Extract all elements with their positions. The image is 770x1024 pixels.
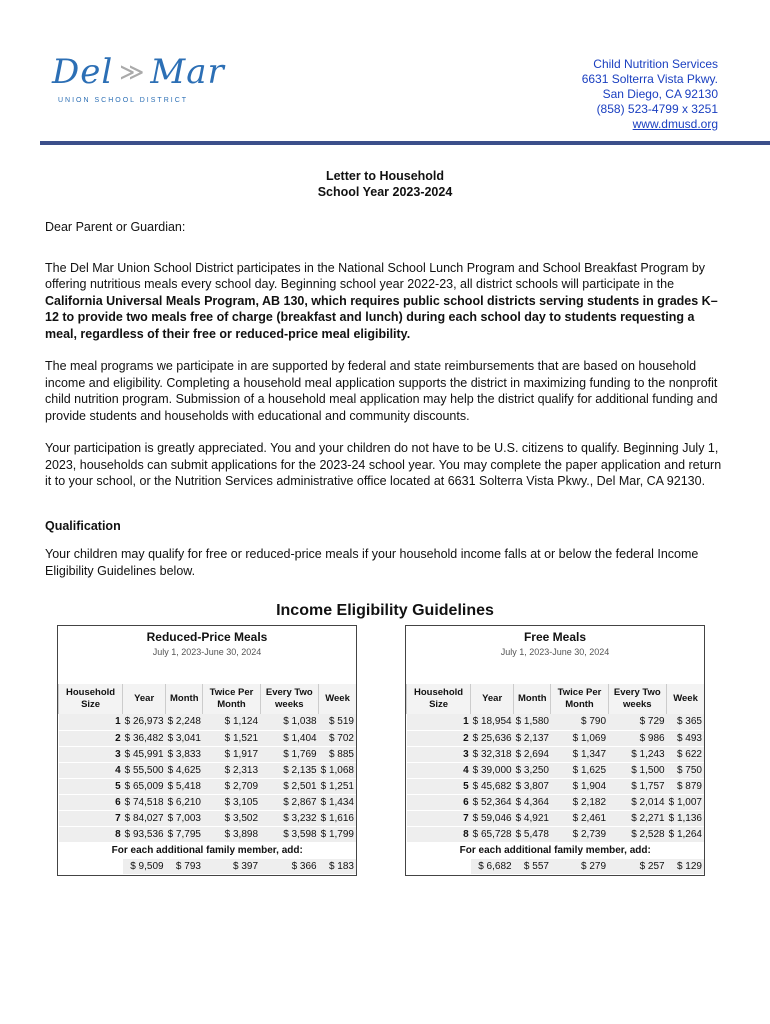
income-cell: $ 1,243 [608, 746, 667, 762]
income-cell: $ 52,364 [471, 794, 514, 810]
address-line: San Diego, CA 92130 [602, 87, 718, 101]
income-cell: $ 4,625 [166, 762, 203, 778]
free-meals-table [405, 625, 705, 876]
logo-subtitle: UNION SCHOOL DISTRICT [58, 97, 189, 104]
table-row [407, 746, 705, 762]
table-period: July 1, 2023-June 30, 2024 [500, 647, 610, 657]
income-cell: $ 59,046 [471, 810, 514, 826]
logo-wordmark-mar: Mar [150, 52, 225, 92]
household-size: 6 [59, 794, 123, 810]
income-cell: $ 7,795 [166, 826, 203, 842]
additional-label: For each additional family member, add: [407, 842, 705, 858]
district-logo [52, 52, 225, 122]
income-cell: $ 702 [319, 730, 356, 746]
additional-cell: $ 9,509 [123, 858, 166, 874]
column-header: Twice Per Month [203, 684, 260, 714]
table-row [407, 826, 705, 842]
table-row [59, 778, 357, 794]
income-cell: $ 1,038 [260, 714, 319, 730]
household-size: 3 [59, 746, 123, 762]
income-cell: $ 2,867 [260, 794, 319, 810]
income-cell: $ 2,461 [551, 810, 608, 826]
column-header: Month [514, 684, 551, 714]
p1-bold: California Universal Meals Program, AB 130, which requires public school districts serving students in grades K–12 to provide two meals free of charge (breakfast and lunch) during each school day to students requesting a meal, regardless of their free or reduced-price meal eligibility. [45, 293, 718, 341]
household-size: 2 [407, 730, 471, 746]
household-size: 1 [407, 714, 471, 730]
table-row [407, 730, 705, 746]
income-cell: $ 3,833 [166, 746, 203, 762]
income-cell: $ 2,135 [260, 762, 319, 778]
column-header: Month [166, 684, 203, 714]
income-cell: $ 2,739 [551, 826, 608, 842]
income-cell: $ 3,502 [203, 810, 260, 826]
income-cell: $ 1,904 [551, 778, 608, 794]
table-row [59, 794, 357, 810]
additional-cell: $ 366 [260, 858, 319, 874]
guidelines-table [58, 684, 356, 875]
income-cell: $ 1,251 [319, 778, 356, 794]
income-cell: $ 1,917 [203, 746, 260, 762]
income-cell: $ 7,003 [166, 810, 203, 826]
paragraph-2: The meal programs we participate in are supported by federal and state reimbursements that are based on household income and eligibility. Completing a household meal application supports the district in maximizing funding to the nonprofit child nutrition program. Submission of a household meal application may help the district qualify for additional funding and provide students and households with educational and community discounts. [45, 359, 718, 423]
title-line: School Year 2023-2024 [317, 185, 453, 199]
qualification-heading: Qualification [45, 518, 121, 533]
website-link[interactable]: www.dmusd.org [632, 117, 718, 131]
income-cell: $ 879 [667, 778, 704, 794]
income-cell: $ 36,482 [123, 730, 166, 746]
household-size: 5 [59, 778, 123, 794]
phone: (858) 523-4799 x 3251 [596, 102, 718, 116]
table-row [407, 794, 705, 810]
income-cell: $ 3,232 [260, 810, 319, 826]
address-line: 6631 Solterra Vista Pkwy. [581, 72, 718, 86]
income-cell: $ 493 [667, 730, 704, 746]
income-cell: $ 4,921 [514, 810, 551, 826]
letter-body [45, 219, 725, 579]
title-line: Letter to Household [325, 169, 445, 183]
income-cell: $ 1,521 [203, 730, 260, 746]
income-cell: $ 6,210 [166, 794, 203, 810]
household-size: 1 [59, 714, 123, 730]
additional-cell: $ 279 [551, 858, 608, 874]
table-title: Free Meals [523, 630, 587, 644]
column-header: Household Size [59, 684, 123, 714]
income-cell: $ 1,500 [608, 762, 667, 778]
additional-cell: $ 557 [514, 858, 551, 874]
additional-cell: $ 793 [166, 858, 203, 874]
paragraph-1 [45, 260, 725, 343]
income-cell: $ 4,364 [514, 794, 551, 810]
address-line: Child Nutrition Services [593, 57, 718, 71]
income-cell: $ 1,434 [319, 794, 356, 810]
salutation: Dear Parent or Guardian: [45, 220, 186, 234]
income-cell: $ 2,709 [203, 778, 260, 794]
income-cell: $ 2,528 [608, 826, 667, 842]
additional-cell: $ 6,682 [471, 858, 514, 874]
table-row [59, 762, 357, 778]
additional-cell: $ 397 [203, 858, 260, 874]
table-row [407, 810, 705, 826]
paragraph-4: Your children may qualify for free or reduced-price meals if your household income falls at or below the federal Income Eligibility Guidelines below. [45, 547, 699, 578]
table-row [407, 778, 705, 794]
header-divider [40, 141, 770, 145]
table-period: July 1, 2023-June 30, 2024 [152, 647, 262, 657]
income-cell: $ 729 [608, 714, 667, 730]
income-cell: $ 25,636 [471, 730, 514, 746]
income-cell: $ 750 [667, 762, 704, 778]
household-size: 6 [407, 794, 471, 810]
table-row [59, 746, 357, 762]
income-cell: $ 2,501 [260, 778, 319, 794]
income-cell: $ 2,248 [166, 714, 203, 730]
table-row [59, 730, 357, 746]
income-cell: $ 1,347 [551, 746, 608, 762]
additional-cell: $ 183 [319, 858, 356, 874]
income-cell: $ 84,027 [123, 810, 166, 826]
income-cell: $ 622 [667, 746, 704, 762]
column-header: Twice Per Month [551, 684, 608, 714]
additional-row [59, 858, 357, 874]
guidelines-tables [0, 625, 770, 872]
income-cell: $ 1,769 [260, 746, 319, 762]
table-row [407, 762, 705, 778]
income-cell: $ 2,137 [514, 730, 551, 746]
guidelines-title: Income Eligibility Guidelines [276, 602, 494, 619]
income-cell: $ 2,313 [203, 762, 260, 778]
income-cell: $ 1,069 [551, 730, 608, 746]
table-row [59, 714, 357, 730]
bird-icon: ≫ [119, 59, 145, 86]
income-cell: $ 885 [319, 746, 356, 762]
income-cell: $ 1,757 [608, 778, 667, 794]
column-header: Year [123, 684, 166, 714]
income-cell: $ 3,250 [514, 762, 551, 778]
income-cell: $ 93,536 [123, 826, 166, 842]
column-header: Every Two weeks [260, 684, 319, 714]
additional-row [407, 858, 705, 874]
table-row [59, 826, 357, 842]
household-size: 4 [407, 762, 471, 778]
income-cell: $ 5,478 [514, 826, 551, 842]
contact-block [582, 57, 718, 132]
income-cell: $ 39,000 [471, 762, 514, 778]
income-cell: $ 3,105 [203, 794, 260, 810]
additional-cell: $ 129 [667, 858, 704, 874]
income-cell: $ 3,807 [514, 778, 551, 794]
logo-wordmark-del: Del [52, 52, 114, 92]
income-cell: $ 1,068 [319, 762, 356, 778]
household-size: 4 [59, 762, 123, 778]
income-cell: $ 65,009 [123, 778, 166, 794]
additional-label: For each additional family member, add: [59, 842, 357, 858]
income-cell: $ 55,500 [123, 762, 166, 778]
income-cell: $ 1,007 [667, 794, 704, 810]
income-cell: $ 790 [551, 714, 608, 730]
table-row [59, 810, 357, 826]
paragraph-3: Your participation is greatly appreciated. You and your children do not have to be U.S. citizens to qualify. Beginning July 1, 2023, households can submit applications for the 2023-24 school year. You may complete the paper application and return it to your school, or the Nutrition Services administrative office located at 6631 Solterra Vista Pkwy., Del Mar, CA 92130. [45, 441, 722, 488]
income-cell: $ 32,318 [471, 746, 514, 762]
income-cell: $ 3,041 [166, 730, 203, 746]
column-header: Year [471, 684, 514, 714]
empty-cell [59, 858, 123, 874]
empty-cell [407, 858, 471, 874]
income-cell: $ 519 [319, 714, 356, 730]
income-cell: $ 1,404 [260, 730, 319, 746]
additional-cell: $ 257 [608, 858, 667, 874]
reduced-price-table [57, 625, 357, 876]
income-cell: $ 986 [608, 730, 667, 746]
column-header: Every Two weeks [608, 684, 667, 714]
p1-text: The Del Mar Union School District participates in the National School Lunch Program and School Breakfast Program by offering nutritious meals every school day. Beginning school year 2022-23, all district schools will participate in the [45, 260, 706, 291]
household-size: 5 [407, 778, 471, 794]
income-cell: $ 2,694 [514, 746, 551, 762]
household-size: 7 [59, 810, 123, 826]
income-cell: $ 65,728 [471, 826, 514, 842]
household-size: 2 [59, 730, 123, 746]
income-cell: $ 1,799 [319, 826, 356, 842]
income-cell: $ 2,271 [608, 810, 667, 826]
income-cell: $ 1,580 [514, 714, 551, 730]
table-row [407, 714, 705, 730]
income-cell: $ 365 [667, 714, 704, 730]
household-size: 7 [407, 810, 471, 826]
income-cell: $ 2,182 [551, 794, 608, 810]
household-size: 8 [407, 826, 471, 842]
table-title: Reduced-Price Meals [146, 630, 268, 644]
household-size: 3 [407, 746, 471, 762]
income-cell: $ 2,014 [608, 794, 667, 810]
column-header: Household Size [407, 684, 471, 714]
income-cell: $ 3,598 [260, 826, 319, 842]
income-cell: $ 74,518 [123, 794, 166, 810]
income-cell: $ 1,124 [203, 714, 260, 730]
letter-title [0, 168, 770, 200]
income-cell: $ 26,973 [123, 714, 166, 730]
income-cell: $ 18,954 [471, 714, 514, 730]
income-cell: $ 1,136 [667, 810, 704, 826]
income-cell: $ 45,991 [123, 746, 166, 762]
page-flow [0, 219, 770, 872]
income-cell: $ 1,616 [319, 810, 356, 826]
column-header: Week [667, 684, 704, 714]
income-cell: $ 1,264 [667, 826, 704, 842]
guidelines-table [406, 684, 704, 875]
household-size: 8 [59, 826, 123, 842]
income-cell: $ 45,682 [471, 778, 514, 794]
income-cell: $ 3,898 [203, 826, 260, 842]
logo-mark [52, 52, 225, 92]
income-cell: $ 5,418 [166, 778, 203, 794]
income-cell: $ 1,625 [551, 762, 608, 778]
column-header: Week [319, 684, 356, 714]
